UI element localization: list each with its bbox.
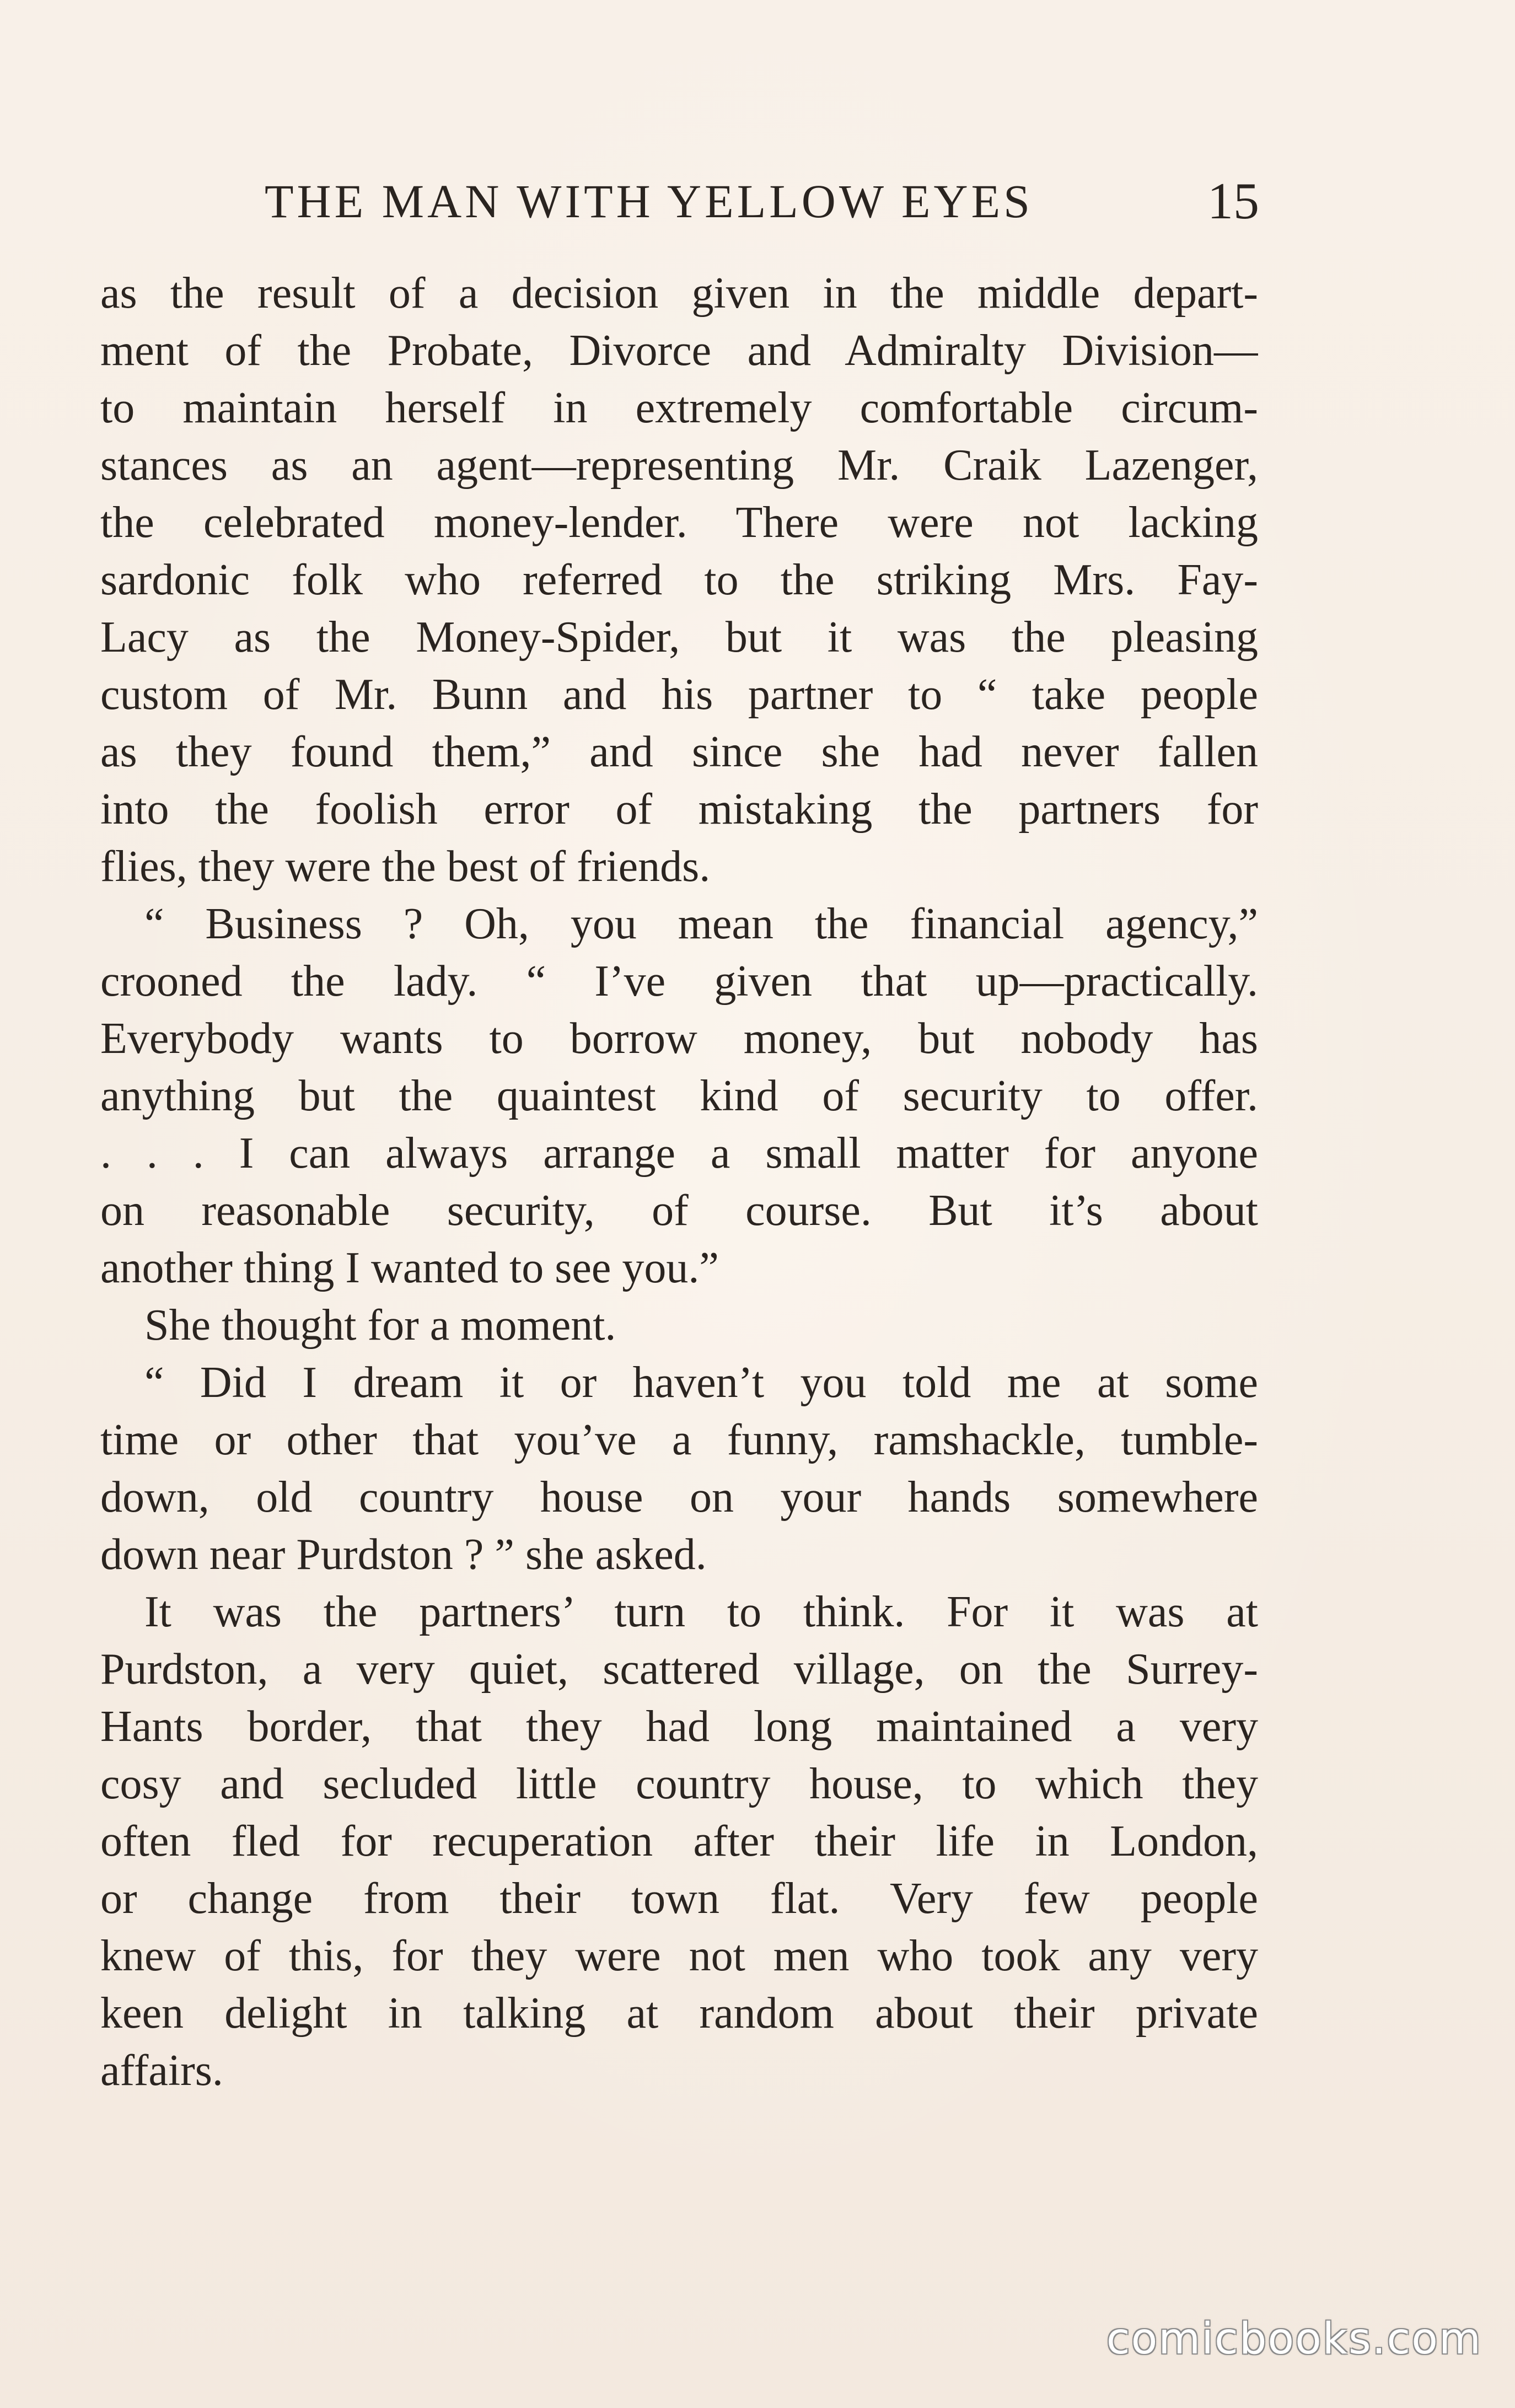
running-title: THE MAN WITH YELLOW EYES [265, 175, 1033, 228]
text-line: Lacy as the Money-Spider, but it was the pleasing [100, 613, 1258, 662]
text-line: crooned the lady. “ I’ve given that up—practically. [100, 957, 1258, 1006]
text-line: cosy and secluded little country house, to which they [100, 1760, 1258, 1808]
text-line: custom of Mr. Bunn and his partner to “ take people [100, 670, 1258, 719]
text-line: It was the partners’ turn to think. For it was at [144, 1588, 1258, 1636]
text-line: “ Did I dream it or haven’t you told me at some [144, 1358, 1258, 1407]
text-line: keen delight in talking at random about their private [100, 1989, 1258, 2038]
text-line: She thought for a moment. [144, 1301, 616, 1350]
text-line: time or other that you’ve a funny, ramshackle, tumble- [100, 1416, 1258, 1464]
text-line: the celebrated money-lender. There were not lacking [100, 498, 1258, 547]
text-line: to maintain herself in extremely comfortable circum- [100, 384, 1258, 432]
text-line: down, old country house on your hands somewhere [100, 1473, 1258, 1522]
text-line: Everybody wants to borrow money, but nobody has [100, 1014, 1258, 1063]
text-line: stances as an agent—representing Mr. Craik Lazenger, [100, 441, 1258, 490]
watermark: comicbooks.com [1106, 2314, 1482, 2364]
text-line: ment of the Probate, Divorce and Admiralty Division— [100, 326, 1258, 375]
text-line: Purdston, a very quiet, scattered village, on the Surrey- [100, 1645, 1258, 1694]
text-line: another thing I wanted to see you.” [100, 1244, 719, 1292]
text-line: on reasonable security, of course. But it’s about [100, 1186, 1258, 1235]
text-line: as they found them,” and since she had never fallen [100, 728, 1258, 776]
body-text [100, 265, 1258, 2099]
text-line: or change from their town flat. Very few people [100, 1874, 1258, 1923]
running-head [99, 165, 1257, 237]
text-line: knew of this, for they were not men who took any very [100, 1932, 1258, 1980]
text-line: flies, they were the best of friends. [100, 842, 711, 891]
text-line: anything but the quaintest kind of security to offer. [100, 1072, 1258, 1120]
text-line: sardonic folk who referred to the striking Mrs. Fay- [100, 556, 1258, 604]
text-line: down near Purdston ? ” she asked. [100, 1530, 707, 1579]
text-line: affairs. [100, 2046, 223, 2095]
text-line: Hants border, that they had long maintained a very [100, 1702, 1258, 1751]
text-line: as the result of a decision given in the middle depart- [100, 269, 1258, 318]
text-line: . . . I can always arrange a small matter for anyone [100, 1129, 1258, 1178]
text-line: often fled for recuperation after their life in London, [100, 1817, 1258, 1866]
text-line: into the foolish error of mistaking the partners for [100, 785, 1258, 834]
page-number: 15 [1207, 173, 1259, 230]
text-line: “ Business ? Oh, you mean the financial agency,” [144, 900, 1258, 948]
